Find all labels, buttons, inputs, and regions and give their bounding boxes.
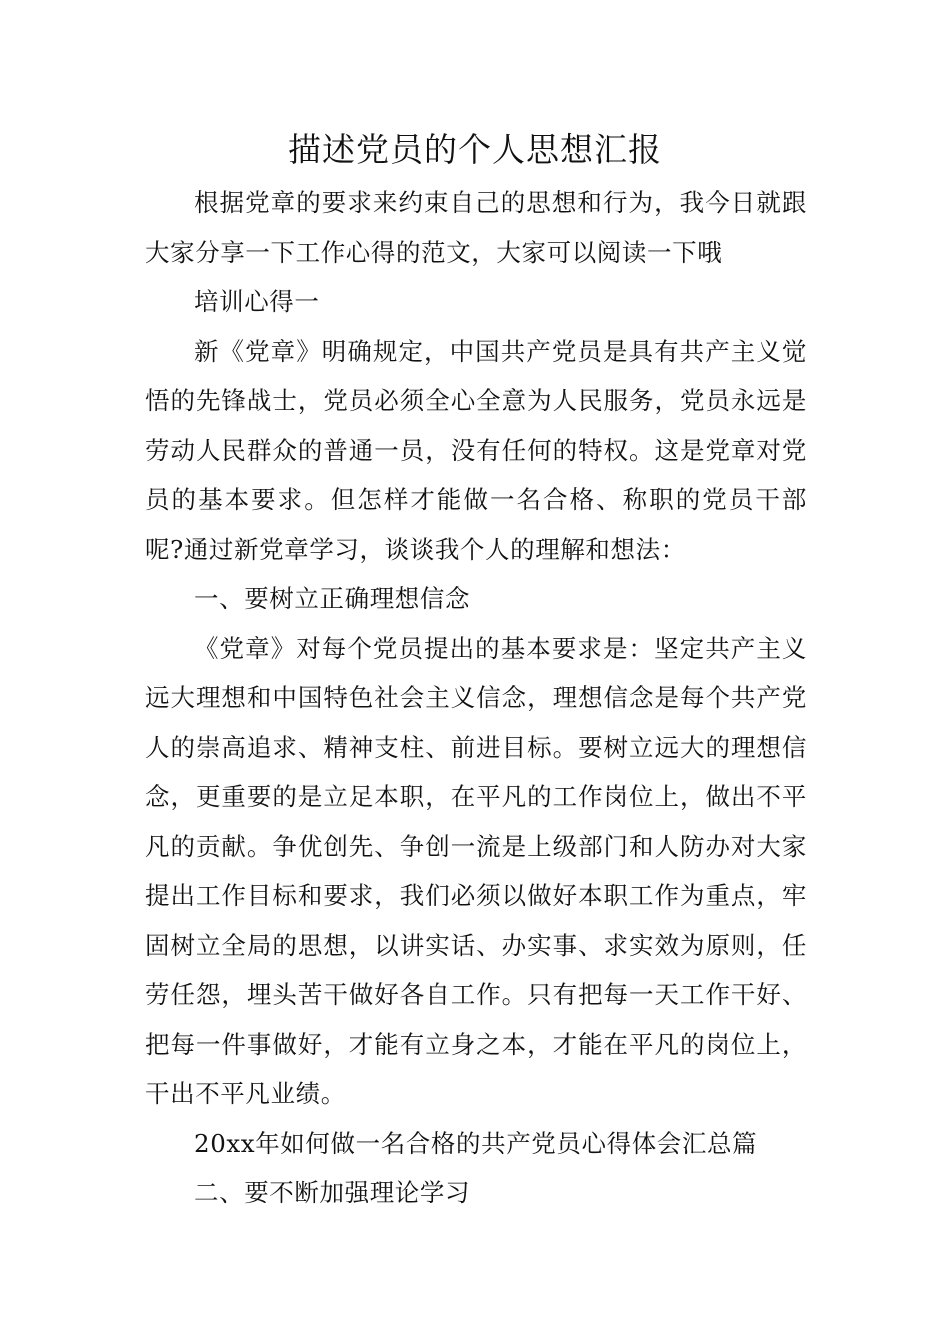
intro-paragraph: 根据党章的要求来约束自己的思想和行为，我今日就跟大家分享一下工作心得的范文，大家可以阅读一下哦 bbox=[145, 188, 807, 267]
document-title: 描述党员的个人思想汇报 bbox=[288, 130, 662, 169]
body-paragraph: 《党章》对每个党员提出的基本要求是：坚定共产主义远大理想和中国特色社会主义信念，理想信念是每个共产党人的崇高追求、精神支柱、前进目标。要树立远大的理想信念，更重要的是立足本职，在平凡的工作岗位上，做出不平凡的贡献。争优创先、争创一流是上级部门和人防办对大家提出工作目标和要求，我们必须以做好本职工作为重点，牢固树立全局的思想，以讲实话、办实事、求实效为原则，任劳任怨，埋头苦干做好各自工作。只有把每一天工作干好、把每一件事做好，才能有立身之本，才能在平凡的岗位上，干出不平凡业绩。 bbox=[145, 633, 807, 1108]
related-article-title: 20xx年如何做一名合格的共产党员心得体会汇总篇 bbox=[194, 1128, 758, 1158]
section-heading-1: 一、要树立正确理想信念 bbox=[194, 584, 471, 613]
section-heading-training: 培训心得一 bbox=[194, 287, 320, 316]
section-heading-2: 二、要不断加强理论学习 bbox=[194, 1178, 471, 1207]
document-body bbox=[145, 178, 807, 1218]
body-paragraph: 新《党章》明确规定，中国共产党员是具有共产主义觉悟的先锋战士，党员必须全心全意为人民服务，党员永远是劳动人民群众的普通一员，没有任何的特权。这是党章对党员的基本要求。但怎样才能做一名合格、称职的党员干部呢?通过新党章学习，谈谈我个人的理解和想法： bbox=[145, 336, 807, 564]
